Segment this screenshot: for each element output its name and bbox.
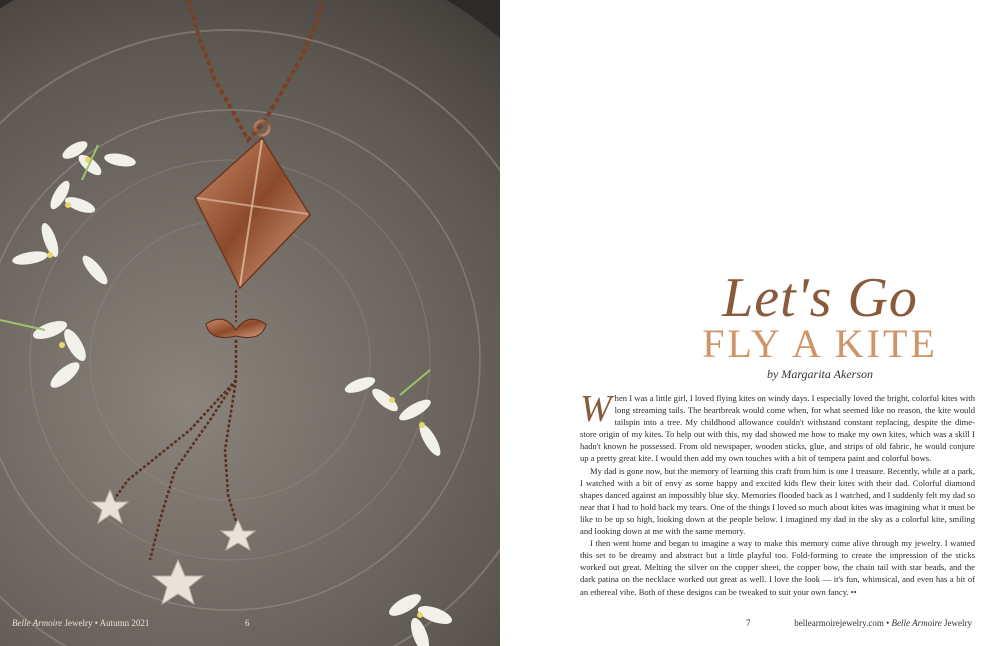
- paragraph-1-text: hen I was a little girl, I loved flying kites on windy days. I especially loved the bright, colorful kites with long streaming tails. The heartbreak would come when, for what seemed like no reason, the kite would tailspin into a tree. My childhood allowance couldn't withstand constant replacing, despite the dime-store origin of my kites. To help out with this, my dad showed me how to make my own kites, which was a skill I hadn't known he possessed. From old newspaper, wooden sticks, glue, and strips of old fabric, he would conjure up a pretty great kite. I would then add my own touches with a bit of tempera paint and colorful bows.: [580, 393, 975, 464]
- left-page-number: 6: [245, 618, 250, 628]
- paragraph-3-text: I then went home and began to imagine a way to make this memory come alive through my jewelry. I wanted this set to be dreamy and abstract but a little playful too. Fold-forming to create the impression of the sticks worked out great. Melting the silver on the copper sheet, the copper bow, the chain tail with star beads, and the dark patina on the necklace worked out great as well. I love the look — it's fun, whimsical, and even has a bit of an ethereal vibe. Both of these designs can be tweaked to suit your own fancy.: [580, 538, 975, 597]
- left-footer-brand: Belle Armoire: [12, 618, 63, 628]
- left-footer-bullet: •: [94, 618, 98, 628]
- right-footer: [794, 618, 972, 628]
- right-footer-brand: Belle Armoire: [891, 618, 942, 628]
- paragraph-2: My dad is gone now, but the memory of learning this craft from him is one I treasure. Recently, while at a park, I watched with a bit of envy as some happy and excited kids flew their kites with their dad. Colorful diamond shapes danced against an impossibly blue sky. Memories flooded back as I watched, and I suddenly felt my dad so near that I had to hold back my tears. One of the things I loved so much about kites was imagining what it must be like to be up so high, looking down at the people below. I imagined my dad in the sky as a colorful kite, smiling and looking down at me with the same memory.: [580, 465, 975, 537]
- article-title-script: Let's Go: [722, 267, 918, 329]
- right-page: [500, 0, 1000, 646]
- paragraph-1: [580, 388, 975, 465]
- left-footer-section: Jewelry: [64, 618, 93, 628]
- article-title-caps: FLY A KITE: [702, 321, 938, 366]
- right-page-number: 7: [746, 618, 751, 628]
- left-footer: [12, 618, 149, 628]
- drop-cap: W: [580, 388, 612, 430]
- right-footer-section: Jewelry: [944, 618, 972, 628]
- left-footer-issue: Autumn 2021: [99, 618, 150, 628]
- right-footer-bullet: •: [886, 618, 890, 628]
- article-body: [580, 388, 975, 598]
- end-mark-icon: ••: [850, 586, 857, 597]
- article-byline: by Margarita Akerson: [767, 367, 873, 381]
- paragraph-3: [580, 537, 975, 597]
- website-url[interactable]: bellearmoirejewelry.com: [794, 618, 884, 628]
